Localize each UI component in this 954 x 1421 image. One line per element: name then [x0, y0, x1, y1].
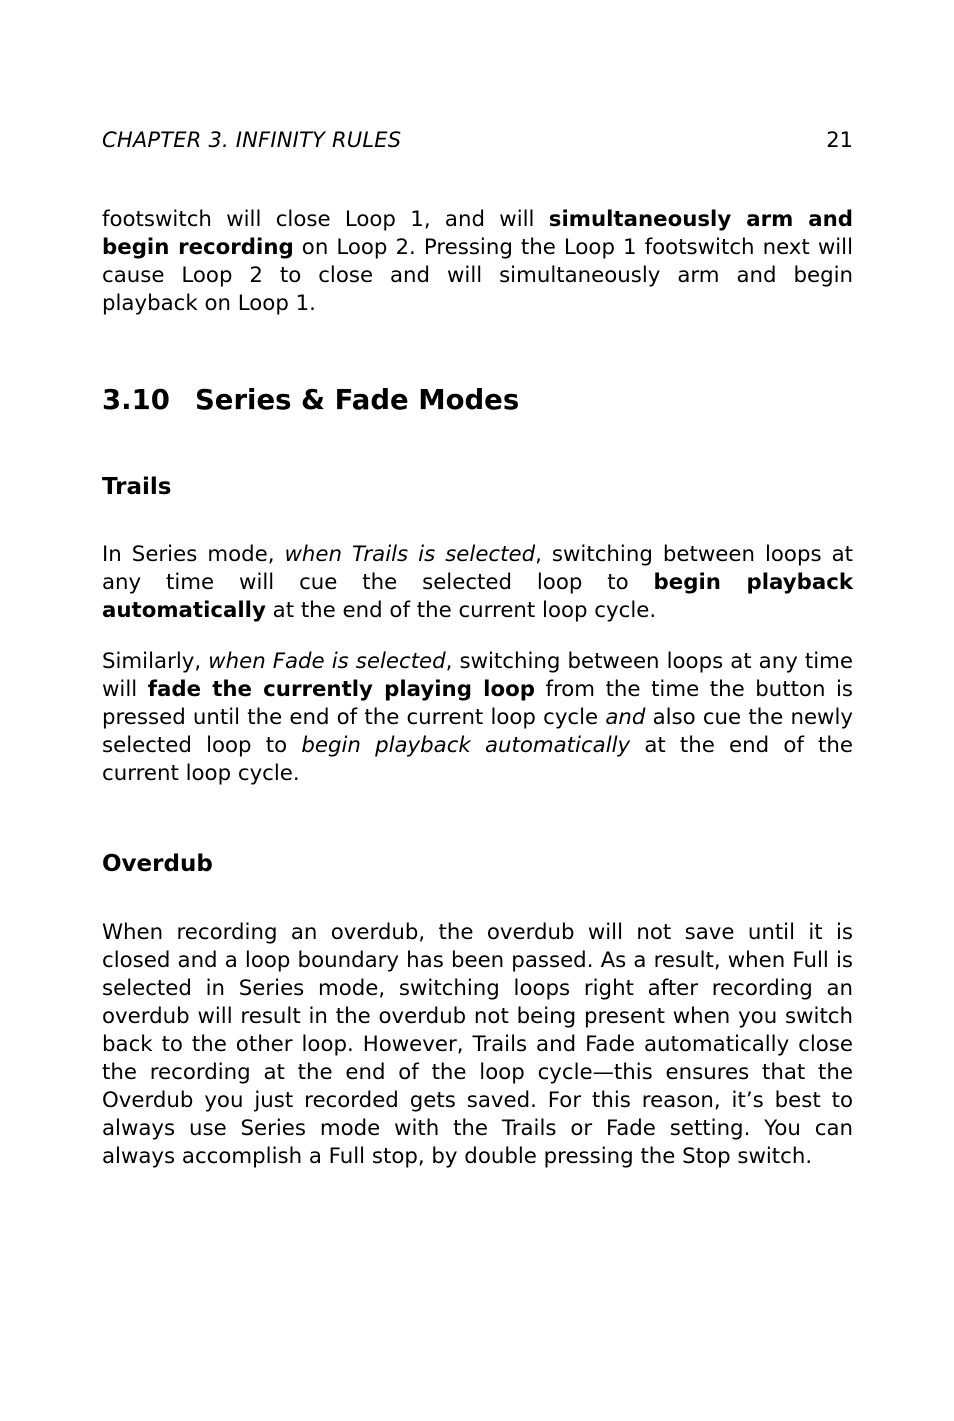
- trails-p1-text-1: In Series mode,: [102, 542, 285, 567]
- document-page: [102, 0, 853, 1421]
- trails-p2-italic-1: when Fade is selected: [208, 649, 446, 674]
- trails-heading: Trails: [102, 474, 172, 500]
- trails-p2-text-1: Similarly,: [102, 649, 209, 674]
- chapter-title: CHAPTER 3. INFINITY RULES: [102, 128, 402, 152]
- trails-p2-italic-2: and: [605, 705, 646, 730]
- trails-p2-text-5: at the end of the current loop cycle.: [102, 733, 853, 786]
- trails-paragraph-2: [102, 648, 853, 788]
- intro-text-1: footswitch will close Loop 1, and will: [102, 207, 549, 232]
- trails-p1-bold: begin playback automatically: [102, 570, 853, 623]
- trails-p2-text-2: , switching between loops at any time will: [102, 649, 853, 702]
- section-title: Series & Fade Modes: [195, 384, 520, 416]
- running-header: [102, 126, 853, 156]
- section-heading: [102, 382, 519, 418]
- overdub-paragraph: When recording an overdub, the overdub will not save until it is closed and a loop boundary has been passed. As a result, when Full is selected in Series mode, switching loops right after recording an overdub will result in the overdub not being present when you switch back to the other loop. However, Trails and Fade automatically close the recording at the end of the loop cycle—this ensures that the Overdub you just recorded gets saved. For this reason, it’s best to always use Series mode with the Trails or Fade setting. You can always accomplish a Full stop, by double pressing the Stop switch.: [102, 920, 853, 1169]
- trails-p2-text-3: from the time the button is pressed until the end of the current loop cycle: [102, 677, 853, 730]
- trails-p1-italic: when Trails is selected: [284, 542, 536, 567]
- intro-paragraph: [102, 206, 853, 318]
- intro-bold-text: simultaneously arm and begin recording: [102, 207, 854, 260]
- trails-paragraph-1: [102, 541, 853, 625]
- overdub-heading: Overdub: [102, 851, 213, 877]
- trails-p2-italic-3: begin playback automatically: [301, 733, 631, 758]
- trails-p1-text-2: , switching between loops at any time will cue the selected loop to: [102, 542, 854, 595]
- page-number: 21: [826, 128, 853, 152]
- section-number: 3.10: [102, 384, 170, 416]
- trails-p1-text-3: at the end of the current loop cycle.: [265, 598, 657, 623]
- trails-p2-bold: fade the currently playing loop: [147, 677, 535, 702]
- trails-p2-text-4: also cue the newly selected loop to: [102, 705, 853, 758]
- intro-text-2: on Loop 2. Pressing the Loop 1 footswitch next will cause Loop 2 to close and will simultaneously arm and begin playback on Loop 1.: [102, 235, 853, 316]
